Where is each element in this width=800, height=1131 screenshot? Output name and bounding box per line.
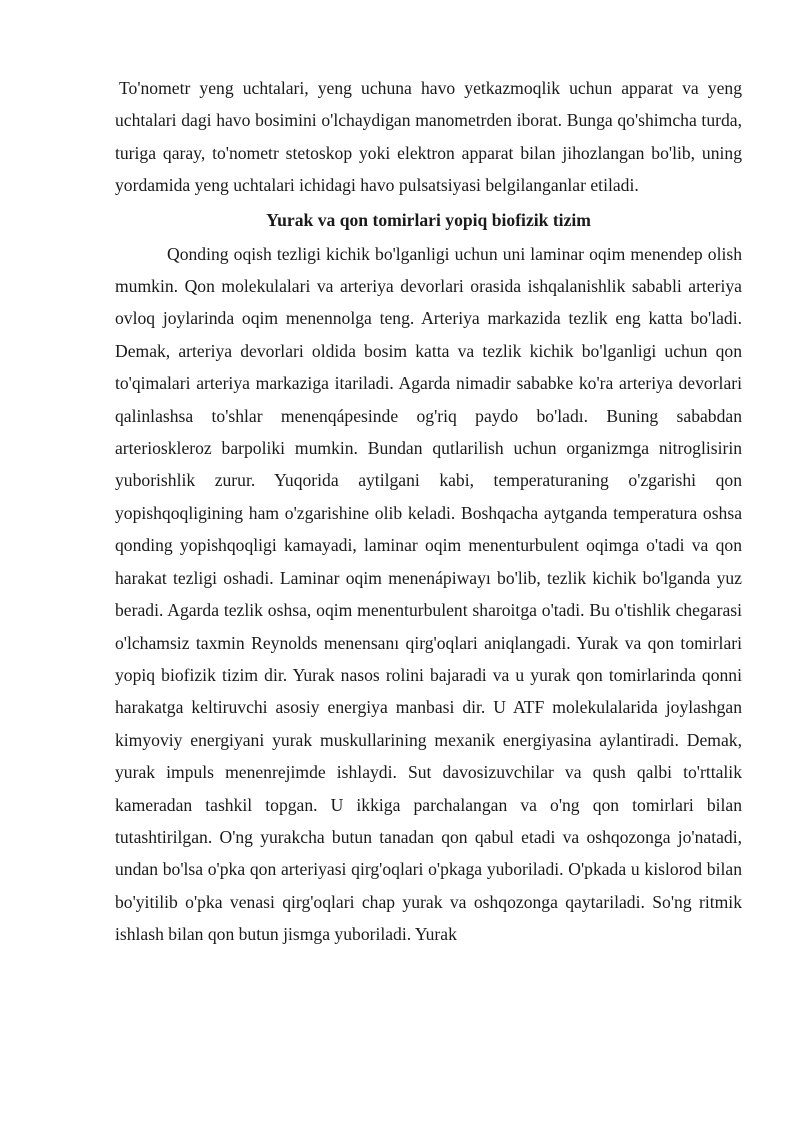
body-paragraph-intro: To'nometr yeng uchtalari, yeng uchuna havo yetkazmoqlik uchun apparat va yeng uchtalari dagi havo bosimini o'lchaydigan manometrden iborat. Bunga qo'shimcha turda, turiga qaray, to'nometr stetoskop yoki elektron apparat bilan jihozlangan bo'lib, uning yordamida yeng uchtalari ichidagi havo pulsatsiyasi belgilanganlar etiladi. — [115, 78, 742, 196]
section-heading: Yurak va qon tomirlari yopiq biofizik tizim — [266, 209, 591, 230]
body-paragraph-main: Qonding oqish tezligi kichik bo'lganligi uchun uni laminar oqim menendep olish mumkin. Qon molekulalari va arteriya devorlari orasida ishqalanishlik sababli arteriya ovloq joylarinda oqim menennolga teng. Arteriya markazida tezlik eng katta bo'ladi. Demak, arteriya devorlari oldida bosim katta va tezlik kichik bo'lganligi uchun qon to'qimalari arteriya markaziga itariladi. Agarda nimadir sababke ko'ra arteriya devorlari qalinlashsa to'shlar menenqápesinde og'riq paydo bo'ladı. Buning sababdan arterioskleroz barpoliki mumkin. Bundan qutlarilish uchun organizmga nitroglisirin yuborishlik zurur. Yuqorida aytilgani kabi, temperaturaning o'zgarishi qon yopishqoqligining ham o'zgarishine olib keladi. Boshqacha aytganda temperatura oshsa qonding yopishqoqligi kamayadi, laminar oqim menenturbulent oqimga o'tadi va qon harakat tezligi oshadi. Laminar oqim menenápiwayı bo'lib, tezlik kichik bo'lganda yuz beradi. Agarda tezlik oshsa, oqim menenturbulent sharoitga o'tadi. Bu o'tishlik chegarasi o'lchamsiz taxmin Reynolds menensanı qirg'oqlari aniqlangadi. Yurak va qon tomirlari yopiq biofizik tizim dir. Yurak nasos rolini bajaradi va u yurak qon tomirlarinda qonni harakatga keltiruvchi asosiy energiya manbasi dir. U ATF molekulalarida joylashgan kimyoviy energiyani yurak muskullarining mexanik energiyasina aylantiradi. Demak, yurak impuls menenrejimde ishlaydi. Sut davosizuvchilar va qush qalbi to'rttalik kameradan tashkil topgan. U ikkiga parchalangan va o'ng qon tomirlari bilan tutashtirilgan. O'ng yurakcha butun tanadan qon qabul etadi va oshqozonga jo'natadi, undan bo'lsa o'pka qon arteriyasi qirg'oqlari o'pkaga yuboriladi. O'pkada u kislorod bilan bo'yitilib o'pka venasi qirg'oqlari chap yurak va oshqozonga qaytariladi. So'ng ritmik ishlash bilan qon butun jismga yuboriladi. Yurak — [115, 243, 742, 945]
document-page — [115, 72, 742, 951]
